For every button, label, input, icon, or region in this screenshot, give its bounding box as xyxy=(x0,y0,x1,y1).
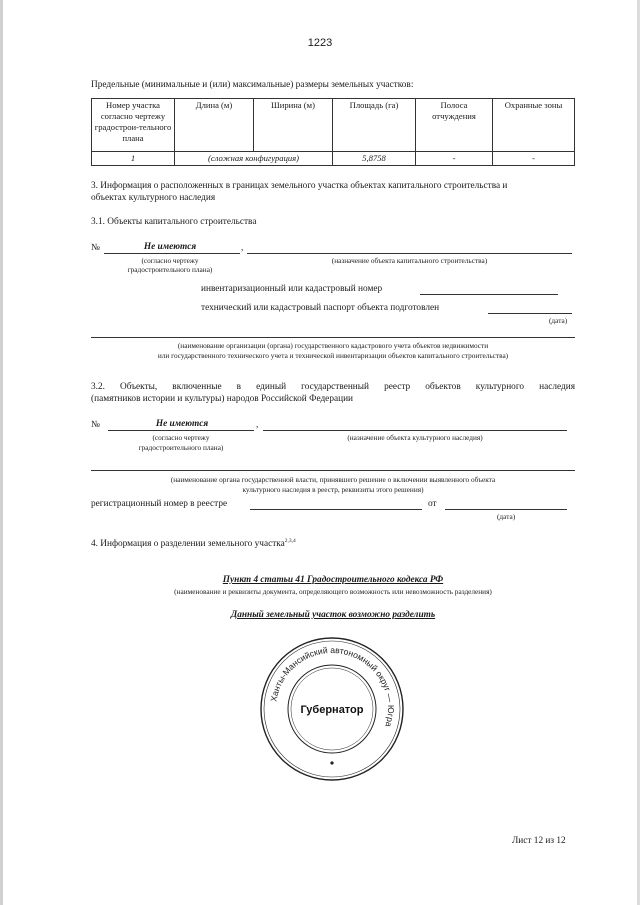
table-cell-area: 5,8758 xyxy=(333,152,416,166)
none-value-32: Не имеются xyxy=(155,419,209,429)
underline xyxy=(91,337,575,338)
table-cell-zones: - xyxy=(493,152,575,166)
section32-title-line1: 3.2. Объекты, включенные в единый государственный реестр объектов культурного наследия xyxy=(91,382,575,392)
table-cell-length-width: (сложная конфигурация) xyxy=(175,152,333,166)
underline xyxy=(91,470,575,471)
authority-caption-32-b: культурного наследия в реестр, реквизиты этого решения) xyxy=(242,485,424,494)
section4-title-text: 4. Информация о разделении земельного участка xyxy=(91,539,285,550)
seal-ring-path-text: Ханты-Мансийский автономный округ — Югра xyxy=(268,644,397,729)
from-label: от xyxy=(428,499,437,509)
document-ref: Пункт 4 статьи 41 Градостроительного кодекса РФ xyxy=(222,575,444,585)
underline xyxy=(488,313,572,314)
date-caption-31: (дата) xyxy=(549,316,568,325)
underline xyxy=(420,294,558,295)
table-header-cell: Ширина (м) xyxy=(254,99,333,152)
section3-title-line2: объектах культурного наследия xyxy=(91,193,216,203)
no-label-31: № xyxy=(91,243,100,253)
caption-drawing-32-a: (согласно чертежу xyxy=(152,433,210,442)
scan-edge-left xyxy=(0,0,3,905)
org-caption-31-a: (наименование организации (органа) государственного кадастрового учета объектов недвижимости xyxy=(177,341,489,350)
table-header-row xyxy=(92,99,575,152)
underline xyxy=(247,253,572,254)
section4-title xyxy=(91,535,296,550)
seal-center-text: Губернатор xyxy=(300,704,364,716)
table-cell-strip: - xyxy=(416,152,493,166)
caption-drawing-31-a: (согласно чертежу xyxy=(141,256,199,265)
no-label-32: № xyxy=(91,420,100,430)
none-value-31: Не имеются xyxy=(143,242,197,252)
section3-title-line1: 3. Информация о расположенных в границах земельного участка объектах капитального строительства и xyxy=(91,181,508,191)
caption-drawing-32-b: градостроительного плана) xyxy=(138,443,224,452)
table-header-cell: Площадь (га) xyxy=(333,99,416,152)
caption-object-name-32: (назначение объекта культурного наследия) xyxy=(347,433,483,442)
inventory-label: инвентаризационный или кадастровый номер xyxy=(201,284,383,294)
underline xyxy=(445,509,567,510)
page-number: 1223 xyxy=(307,37,333,49)
table-cell-number: 1 xyxy=(92,152,175,166)
table-header-cell: Полоса отчуждения xyxy=(416,99,493,152)
registry-label: регистрационный номер в реестре xyxy=(91,499,228,509)
table-row xyxy=(92,152,575,166)
table-header-cell: Длина (м) xyxy=(175,99,254,152)
caption-object-name-31: (назначение объекта капитального строительства) xyxy=(331,256,488,265)
seal-graphic xyxy=(259,636,405,782)
underline xyxy=(263,430,567,431)
document-caption: (наименование и реквизиты документа, определяющего возможность или невозможность разделения) xyxy=(174,587,492,596)
passport-label: технический или кадастровый паспорт объекта подготовлен xyxy=(201,303,440,313)
date-caption-32: (дата) xyxy=(497,512,516,521)
section31-title: 3.1. Объекты капитального строительства xyxy=(91,217,257,227)
sizes-heading: Предельные (минимальные и (или) максимальные) размеры земельных участков: xyxy=(91,80,414,90)
org-caption-31-b: или государственного технического учета и технической инвентаризации объектов капитального строительства) xyxy=(157,351,509,360)
sheet-label: Лист 12 из 12 xyxy=(512,836,566,846)
sizes-table xyxy=(91,98,575,166)
governor-seal xyxy=(259,636,405,782)
section32-title-line2: (памятников истории и культуры) народов Российской Федерации xyxy=(91,394,354,404)
table-header-cell: Номер участка согласно чертежу градострои-тельного плана xyxy=(92,99,175,152)
comma: , xyxy=(241,243,244,253)
comma: , xyxy=(256,420,259,430)
underline xyxy=(250,509,422,510)
seal-star-icon xyxy=(330,761,333,764)
caption-drawing-31-b: градостроительного плана) xyxy=(127,265,213,274)
underline xyxy=(108,430,254,431)
underline xyxy=(104,253,240,254)
conclusion: Данный земельный участок возможно разделить xyxy=(230,610,436,620)
footnote-refs: 2,3,4 xyxy=(284,538,296,544)
table-header-cell: Охранные зоны xyxy=(493,99,575,152)
authority-caption-32-a: (наименование органа государственной власти, принявшего решение о включении выявленного объекта xyxy=(170,475,496,484)
